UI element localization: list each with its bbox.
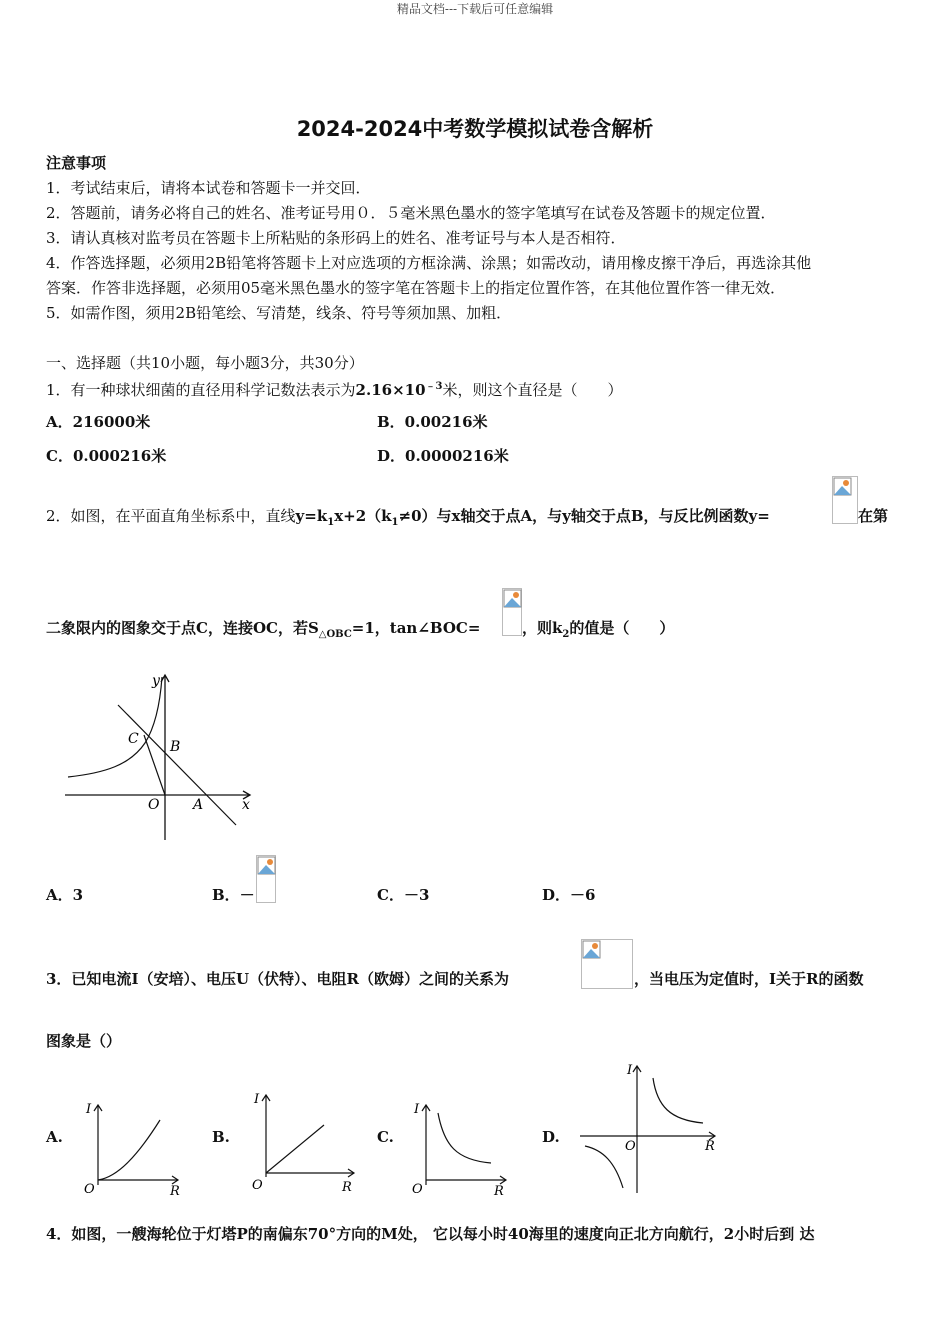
formula-image-placeholder (256, 855, 276, 903)
q2-option-d: D．－6 (542, 886, 596, 904)
svg-text:R: R (342, 1180, 352, 1195)
note-item: 3．请认真核对监考员在答题卡上所粘贴的条形码上的姓名、准考证号与本人是否相符． (46, 229, 626, 247)
formula-image-placeholder (581, 939, 633, 989)
q2-option-c: C．－3 (377, 886, 430, 904)
line-k1 (118, 705, 236, 825)
svg-text:I: I (627, 1063, 633, 1078)
question-3-line1-end: ，当电压为定值时，I关于R的函数 (634, 970, 864, 988)
note-item: 答案．作答非选择题，必须用05毫米黑色墨水的签字笔在答题卡上的指定位置作答，在其他位置作答一律无效． (46, 279, 786, 297)
question-4-line1: 4．如图，一艘海轮位于灯塔P的南偏东70°方向的M处， 它以每小时40海里的速度向正北方向航行，2小时后到 达 (46, 1225, 815, 1243)
notes-heading: 注意事项 (46, 154, 107, 172)
q3-graph-c (406, 1095, 516, 1200)
svg-text:R: R (705, 1139, 715, 1154)
question-2-line1: 2．如图，在平面直角坐标系中，直线$y=k_1x+2(k_1\ne 0)$与x轴交于点A，与y轴交于点B，与反比例函数y= (46, 507, 770, 528)
q1-option-d: D．0.0000216米 (377, 447, 509, 465)
svg-text:O: O (84, 1182, 95, 1197)
svg-text:I: I (254, 1092, 260, 1107)
formula-image-placeholder (502, 588, 522, 636)
svg-text:R: R (494, 1184, 504, 1199)
page-title: 2024-2024中考数学模拟试卷含解析 (296, 117, 654, 141)
figure-label-x: x (242, 797, 250, 813)
q3-option-b: B. (212, 1128, 230, 1146)
note-item: 4．作答选择题，必须用2B铅笔将答题卡上对应选项的方框涂满、涂黑；如需改动，请用橡皮擦干净后，再选涂其他 (46, 254, 812, 272)
broken-image-icon (503, 589, 522, 608)
question-2-line2-end: ，则$k_2$的值是（ ） (522, 619, 675, 640)
section-heading: 一、选择题（共10小题，每小题3分，共30分） (46, 354, 364, 372)
svg-text:I: I (86, 1102, 92, 1117)
q2-option-a: A．3 (46, 886, 84, 904)
broken-image-icon (833, 477, 852, 496)
question-2-line1-end: 在第 (858, 507, 889, 525)
note-item: 1．考试结束后，请将本试卷和答题卡一并交回． (46, 179, 371, 197)
segment-oc (144, 735, 165, 795)
question-3-line1: 3．已知电流I（安培）、电压U（伏特）、电阻R（欧姆）之间的关系为 (46, 970, 510, 988)
svg-text:I: I (414, 1102, 420, 1117)
figure-label-o: O (148, 797, 160, 813)
note-item: 2．答题前，请务必将自己的姓名、准考证号用０．５毫米黑色墨水的签字笔填写在试卷及答题卡的规定位置． (46, 204, 776, 222)
q3-option-d: D. (542, 1128, 560, 1146)
svg-text:O: O (252, 1178, 263, 1193)
note-item: 5．如需作图，须用2B铅笔绘、写清楚，线条、符号等须加黑、加粗． (46, 304, 512, 322)
broken-image-icon (582, 940, 601, 959)
page-header: 精品文档---下载后可任意编辑 (396, 2, 554, 16)
q3-graph-d (575, 1058, 725, 1198)
q3-graph-a (78, 1095, 188, 1200)
q1-option-c: C．0.000216米 (46, 447, 167, 465)
svg-text:O: O (625, 1139, 636, 1154)
q3-option-a: A. (46, 1128, 63, 1146)
formula-image-placeholder (832, 476, 858, 524)
figure-label-b: B (170, 739, 181, 755)
figure-label-a: A (193, 797, 204, 813)
broken-image-icon (257, 856, 276, 875)
q1-option-a: A．216000米 (46, 413, 151, 431)
q3-option-c: C. (377, 1128, 394, 1146)
question-3-line2: 图象是（） (46, 1032, 122, 1050)
figure-label-c: C (128, 731, 139, 747)
question-2-line2: 二象限内的图象交于点C，连接OC，若$S_{\triangle OBC}=1$，tan∠BOC= (46, 619, 481, 640)
question-1-stem: 1．有一种球状细菌的直径用科学记数法表示为$2.16\times 10^{﹣3}$米，则这个直径是（ ） (46, 381, 623, 399)
svg-text:O: O (412, 1182, 423, 1197)
q3-graph-b (246, 1085, 366, 1195)
figure-label-y: y (152, 673, 160, 689)
q2-option-b: B．－ (212, 886, 255, 904)
hyperbola-curve (68, 677, 162, 777)
svg-text:R: R (170, 1184, 180, 1199)
q1-option-b: B．0.00216米 (377, 413, 488, 431)
q2-coordinate-figure (60, 665, 260, 845)
